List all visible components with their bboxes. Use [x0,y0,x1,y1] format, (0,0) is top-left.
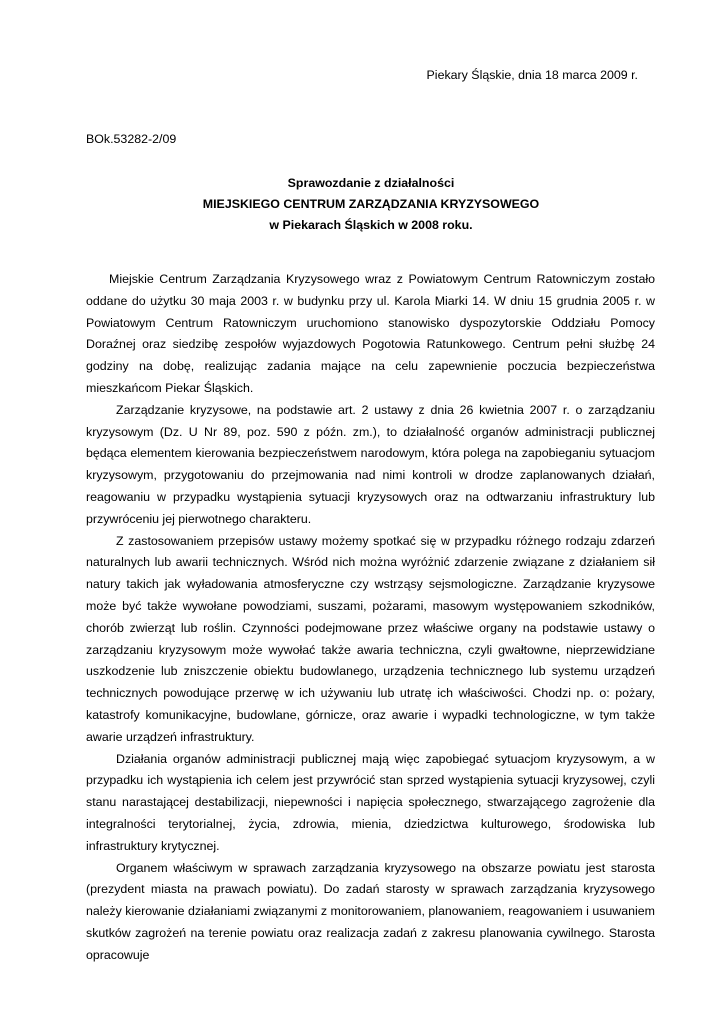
title-line-2: MIEJSKIEGO CENTRUM ZARZĄDZANIA KRYZYSOWEGO [202,197,540,211]
title-line-3: w Piekarach Śląskich w 2008 roku. [269,218,473,232]
document-body [86,269,655,967]
paragraph: Miejskie Centrum Zarządzania Kryzysowego wraz z Powiatowym Centrum Ratowniczym zostało oddane do użytku 30 maja 2003 r. w budynku przy ul. Karola Miarki 14. W dniu 15 grudnia 2005 r. w Powiatowym Centrum Ratowniczym uruchomiono stanowisko dyspozytorskie Oddziału Pomocy Doraźnej oraz siedzibę zespołów wyjazdowych Pogotowia Ratunkowego. Centrum pełni służbę 24 godziny na dobę, realizując zadania mające na celu zapewnienie poczucia bezpieczeństwa mieszkańcom Piekar Śląskich. [86,272,655,395]
paragraph: Organem właściwym w sprawach zarządzania kryzysowego na obszarze powiatu jest starosta (prezydent miasta na prawach powiatu). Do zadań starosty w sprawach zarządzania kryzysowego należy kierowanie działaniami związanymi z monitorowaniem, planowaniem, reagowaniem i usuwaniem skutków zagrożeń na terenie powiatu oraz realizacja zadań z zakresu planowania cywilnego. Starosta opracowuje [86,860,655,962]
paragraph: Z zastosowaniem przepisów ustawy możemy spotkać się w przypadku różnego rodzaju zdarzeń naturalnych lub awarii technicznych. Wśród nich można wyróżnić zdarzenie związane z działaniem sił natury takich jak wyładowania atmosferyczne czy wstrząsy sejsmologiczne. Zarządzanie kryzysowe może być także wywołane powodziami, suszami, pożarami, masowym występowaniem szkodników, chorób zwierząt lub roślin. Czynności podejmowane przez właściwe organy na podstawie ustawy o zarządzaniu kryzysowym może wywołać także awaria techniczna, czyli gwałtowne, nieprzewidziane uszkodzenie lub zniszczenie obiektu budowlanego, urządzenia technicznego lub systemu urządzeń technicznych powodujące przerwę w ich używaniu lub utratę ich właściwości. Chodzi np. o: pożary, katastrofy komunikacyjne, budowlane, górnicze, oraz awarie i wypadki technologiczne, w tym także awarie urządzeń infrastruktury. [86,533,655,744]
paragraph: Działania organów administracji publicznej mają więc zapobiegać sytuacjom kryzysowym, a w przypadku ich wystąpienia ich celem jest przywrócić stan sprzed wystąpienia sytuacji kryzysowej, czyli stanu narastającej destabilizacji, niepewności i napięcia społecznego, stwarzającego zagrożenie dla integralności terytorialnej, życia, zdrowia, mienia, dziedzictwa kulturowego, środowiska lub infrastruktury krytycznej. [86,751,655,853]
document-title [86,173,656,236]
title-line-1: Sprawozdanie z działalności [287,176,455,190]
reference-number: BOk.53282-2/09 [86,132,177,146]
place-and-date: Piekary Śląskie, dnia 18 marca 2009 r. [426,68,638,82]
paragraph: Zarządzanie kryzysowe, na podstawie art. 2 ustawy z dnia 26 kwietnia 2007 r. o zarządzaniu kryzysowym (Dz. U Nr 89, poz. 590 z późn. zm.), to działalność organów administracji publicznej będąca elementem kierowania bezpieczeństwem narodowym, która polega na zapobieganiu sytuacjom kryzysowym, przygotowaniu do przejmowania nad nimi kontroli w drodze zaplanowanych działań, reagowaniu w przypadku wystąpienia sytuacji kryzysowych oraz na odtwarzaniu infrastruktury lub przywróceniu jej pierwotnego charakteru. [86,402,655,526]
